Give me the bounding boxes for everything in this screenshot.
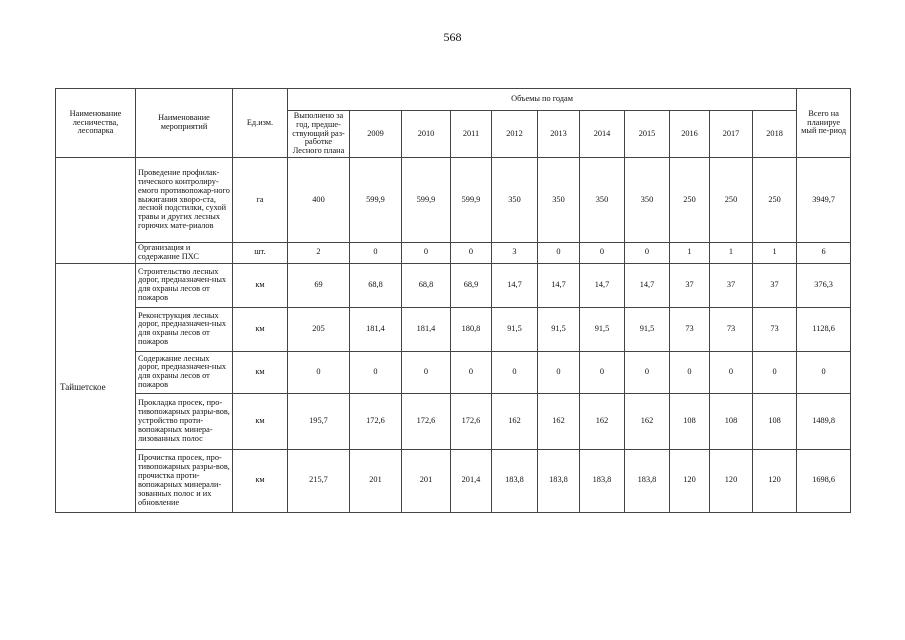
year-value-cell: 0 — [670, 351, 710, 393]
table-row — [56, 243, 851, 264]
forestry-cell-continued — [56, 158, 136, 264]
year-value-cell: 350 — [492, 158, 538, 243]
year-value-cell: 183,8 — [492, 449, 538, 512]
year-value-cell: 1 — [710, 243, 753, 264]
header-year-2009: 2009 — [350, 111, 402, 158]
unit-cell: км — [233, 263, 288, 307]
activity-cell: Прочистка просек, про-тивопожарных разры-вов, прочистка проти-вопожарных минерали-зованных полос и их обновление — [136, 449, 233, 512]
year-value-cell: 0 — [402, 351, 451, 393]
forestry-cell: Тайшетское — [56, 263, 136, 512]
prev-year-cell: 400 — [288, 158, 350, 243]
header-year-2013: 2013 — [538, 111, 580, 158]
year-value-cell: 0 — [451, 351, 492, 393]
total-cell: 1489,8 — [797, 393, 851, 449]
year-value-cell: 14,7 — [580, 263, 625, 307]
year-value-cell: 250 — [753, 158, 797, 243]
year-value-cell: 0 — [451, 243, 492, 264]
total-cell: 0 — [797, 351, 851, 393]
year-value-cell: 108 — [670, 393, 710, 449]
year-value-cell: 0 — [402, 243, 451, 264]
year-value-cell: 0 — [350, 243, 402, 264]
header-year-2018: 2018 — [753, 111, 797, 158]
header-volumes-by-year: Объемы по годам — [288, 89, 797, 111]
year-value-cell: 350 — [580, 158, 625, 243]
year-value-cell: 162 — [538, 393, 580, 449]
prev-year-cell: 69 — [288, 263, 350, 307]
prev-year-cell: 0 — [288, 351, 350, 393]
year-value-cell: 91,5 — [625, 307, 670, 351]
year-value-cell: 37 — [753, 263, 797, 307]
year-value-cell: 0 — [625, 243, 670, 264]
year-value-cell: 350 — [538, 158, 580, 243]
year-value-cell: 201,4 — [451, 449, 492, 512]
activity-cell: Прокладка просек, про-тивопожарных разры-вов, устройство проти-вопожарных минера-лизованных полос — [136, 393, 233, 449]
activity-cell: Реконструкция лесных дорог, предназначен-ных для охраны лесов от пожаров — [136, 307, 233, 351]
activity-cell: Проведение профилак-тического контролиру-емого противопожар-ного выжигания хворо-ста, лесной подстилки, сухой травы и других лесных горючих мате-риалов — [136, 158, 233, 243]
year-value-cell: 0 — [538, 243, 580, 264]
total-cell: 3949,7 — [797, 158, 851, 243]
unit-cell: га — [233, 158, 288, 243]
activity-cell: Организация и содержание ПХС — [136, 243, 233, 264]
year-value-cell: 0 — [580, 351, 625, 393]
year-value-cell: 183,8 — [625, 449, 670, 512]
year-value-cell: 183,8 — [580, 449, 625, 512]
year-value-cell: 172,6 — [451, 393, 492, 449]
year-value-cell: 0 — [492, 351, 538, 393]
year-value-cell: 162 — [492, 393, 538, 449]
year-value-cell: 68,8 — [350, 263, 402, 307]
table-row — [56, 449, 851, 512]
year-value-cell: 3 — [492, 243, 538, 264]
year-value-cell: 0 — [350, 351, 402, 393]
year-value-cell: 68,8 — [402, 263, 451, 307]
year-value-cell: 108 — [753, 393, 797, 449]
header-year-2014: 2014 — [580, 111, 625, 158]
year-value-cell: 91,5 — [538, 307, 580, 351]
table-row — [56, 393, 851, 449]
year-value-cell: 120 — [670, 449, 710, 512]
year-value-cell: 68,9 — [451, 263, 492, 307]
header-forestry: Наименование лесничества, лесопарка — [56, 89, 136, 158]
year-value-cell: 1 — [753, 243, 797, 264]
year-value-cell: 1 — [670, 243, 710, 264]
header-year-2010: 2010 — [402, 111, 451, 158]
year-value-cell: 162 — [625, 393, 670, 449]
total-cell: 6 — [797, 243, 851, 264]
forest-fire-measures-table — [55, 88, 851, 513]
unit-cell: шт. — [233, 243, 288, 264]
header-unit: Ед.изм. — [233, 89, 288, 158]
year-value-cell: 91,5 — [580, 307, 625, 351]
unit-cell: км — [233, 307, 288, 351]
unit-cell: км — [233, 351, 288, 393]
header-year-2016: 2016 — [670, 111, 710, 158]
year-value-cell: 181,4 — [402, 307, 451, 351]
year-value-cell: 162 — [580, 393, 625, 449]
page-number: 568 — [443, 30, 462, 44]
header-total: Всего на планируе мый пе-риод — [797, 89, 851, 158]
prev-year-cell: 215,7 — [288, 449, 350, 512]
year-value-cell: 120 — [710, 449, 753, 512]
year-value-cell: 599,9 — [350, 158, 402, 243]
header-prev-year: Выполнено за год, предше-ствующий раз-работке Лесного плана — [288, 111, 350, 158]
year-value-cell: 108 — [710, 393, 753, 449]
prev-year-cell: 205 — [288, 307, 350, 351]
year-value-cell: 37 — [710, 263, 753, 307]
total-cell: 376,3 — [797, 263, 851, 307]
header-activity: Наименование мероприятий — [136, 89, 233, 158]
year-value-cell: 183,8 — [538, 449, 580, 512]
year-value-cell: 73 — [753, 307, 797, 351]
table-row — [56, 263, 851, 307]
header-year-2015: 2015 — [625, 111, 670, 158]
year-value-cell: 0 — [753, 351, 797, 393]
table-row — [56, 307, 851, 351]
year-value-cell: 172,6 — [350, 393, 402, 449]
total-cell: 1698,6 — [797, 449, 851, 512]
activity-cell: Содержание лесных дорог, предназначен-ных для охраны лесов от пожаров — [136, 351, 233, 393]
year-value-cell: 181,4 — [350, 307, 402, 351]
total-cell: 1128,6 — [797, 307, 851, 351]
year-value-cell: 37 — [670, 263, 710, 307]
year-value-cell: 0 — [625, 351, 670, 393]
year-value-cell: 73 — [670, 307, 710, 351]
year-value-cell: 201 — [350, 449, 402, 512]
header-year-2017: 2017 — [710, 111, 753, 158]
year-value-cell: 14,7 — [625, 263, 670, 307]
year-value-cell: 120 — [753, 449, 797, 512]
year-value-cell: 91,5 — [492, 307, 538, 351]
prev-year-cell: 195,7 — [288, 393, 350, 449]
year-value-cell: 250 — [670, 158, 710, 243]
activity-cell: Строительство лесных дорог, предназначен-ных для охраны лесов от пожаров — [136, 263, 233, 307]
year-value-cell: 599,9 — [451, 158, 492, 243]
year-value-cell: 0 — [580, 243, 625, 264]
prev-year-cell: 2 — [288, 243, 350, 264]
year-value-cell: 14,7 — [538, 263, 580, 307]
header-year-2011: 2011 — [451, 111, 492, 158]
year-value-cell: 0 — [710, 351, 753, 393]
header-year-2012: 2012 — [492, 111, 538, 158]
table-row — [56, 158, 851, 243]
year-value-cell: 250 — [710, 158, 753, 243]
year-value-cell: 14,7 — [492, 263, 538, 307]
table-row — [56, 351, 851, 393]
year-value-cell: 180,8 — [451, 307, 492, 351]
year-value-cell: 599,9 — [402, 158, 451, 243]
unit-cell: км — [233, 393, 288, 449]
year-value-cell: 73 — [710, 307, 753, 351]
unit-cell: км — [233, 449, 288, 512]
year-value-cell: 0 — [538, 351, 580, 393]
year-value-cell: 201 — [402, 449, 451, 512]
year-value-cell: 172,6 — [402, 393, 451, 449]
year-value-cell: 350 — [625, 158, 670, 243]
